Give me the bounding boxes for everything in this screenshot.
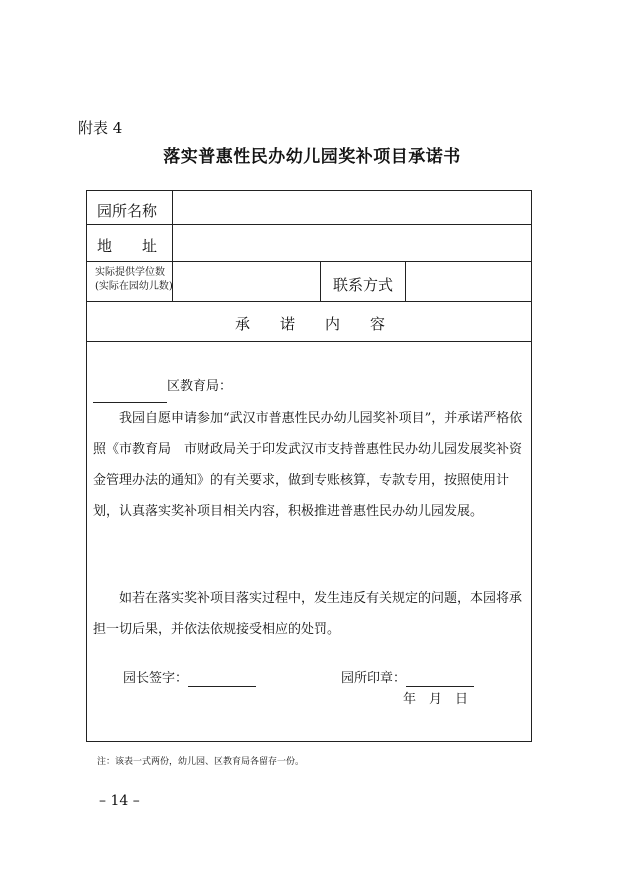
contact-label: 联系方式 [333, 276, 394, 294]
signature-row [123, 667, 256, 687]
signature-label: 园长签字： [123, 671, 189, 686]
addressee-line [93, 371, 529, 403]
seal-row [341, 667, 474, 687]
address-field[interactable] [175, 227, 529, 259]
contact-field[interactable] [408, 264, 529, 299]
page-number: – 14 – [99, 793, 140, 809]
commitment-paragraph-1: 我园自愿申请参加“武汉市普惠性民办幼儿园奖补项目”，并承诺严格依照《市教育局 市财政局关于印发武汉市支持普惠性民办幼儿园发展奖补资金管理办法的通知》的有关要求，做到专账核算，专款专用，按照使用计划，认真落实奖补项目相关内容，积极推进普惠性民办幼儿园发展。 [93, 411, 523, 519]
commitment-paragraph-2: 如若在落实奖补项目落实过程中，发生违反有关规定的问题，本园将承担一切后果，并依法依规接受相应的处罚。 [93, 591, 523, 637]
signature-blank[interactable] [188, 671, 256, 687]
row-divider [87, 301, 531, 302]
addressee-suffix: 区教育局： [167, 379, 233, 394]
address-label: 地 址 [97, 237, 158, 255]
row-divider [87, 341, 531, 342]
name-label: 园所名称 [97, 202, 158, 220]
row-divider [87, 224, 531, 225]
commitment-form [86, 190, 532, 742]
column-divider [320, 261, 321, 301]
capacity-label-line1: 实际提供学位数 [95, 267, 165, 278]
capacity-field[interactable] [175, 264, 318, 299]
seal-label: 园所印章： [341, 671, 407, 686]
attachment-label: 附表 4 [78, 119, 123, 137]
document-title: 落实普惠性民办幼儿园奖补项目承诺书 [163, 147, 461, 167]
name-field[interactable] [175, 193, 529, 223]
section-heading: 承 诺 内 容 [234, 315, 385, 333]
district-blank[interactable] [93, 371, 167, 403]
capacity-label-line2: (实际在园幼儿数) [95, 281, 173, 292]
column-divider [405, 261, 406, 301]
capacity-label [95, 266, 173, 294]
date-label: 年 月 日 [403, 692, 469, 707]
seal-blank[interactable] [406, 671, 474, 687]
row-divider [87, 261, 531, 262]
footnote: 注：该表一式两份，幼儿园、区教育局各留存一份。 [97, 757, 305, 767]
